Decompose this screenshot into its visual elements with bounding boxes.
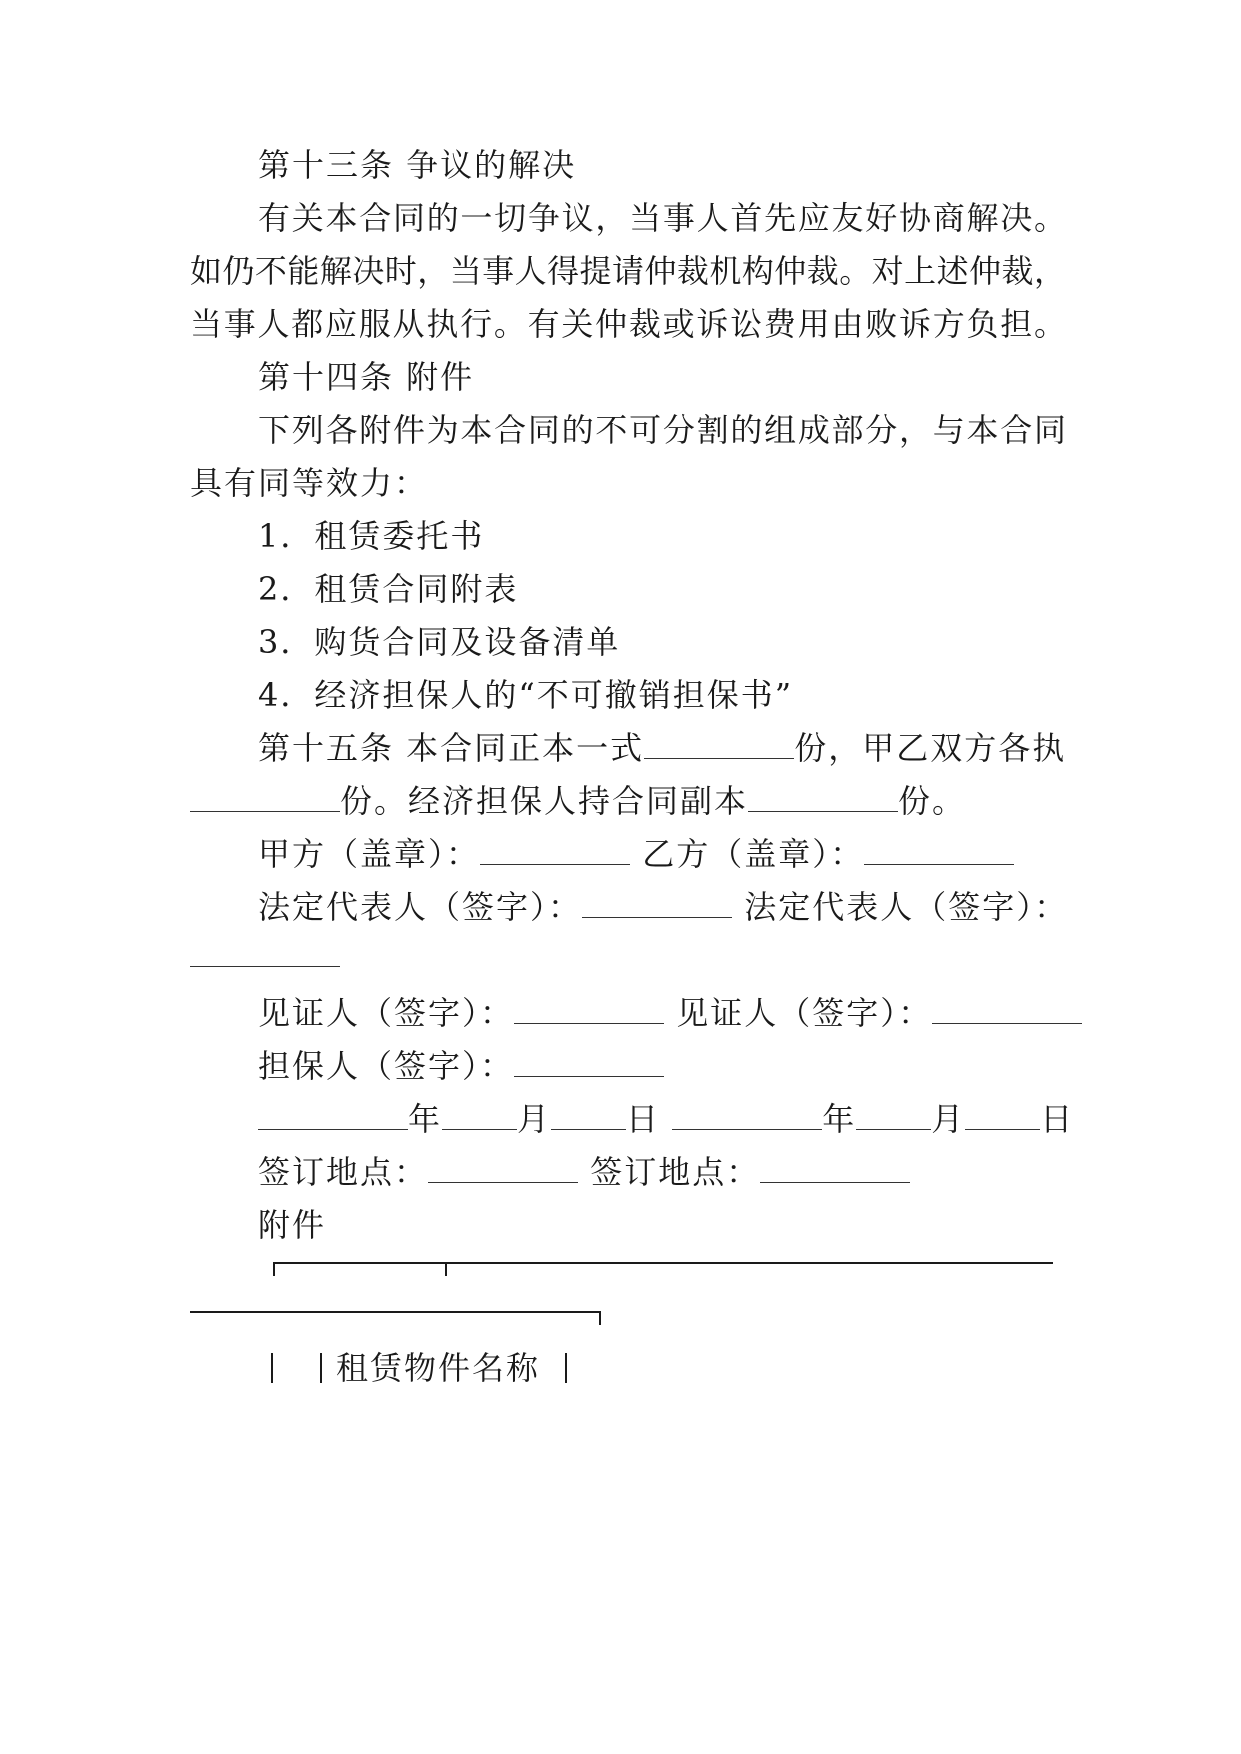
appendix-title: 附件 [258, 1206, 327, 1244]
table-header-cell: 租赁物件名称 [336, 1349, 541, 1387]
attachment-list-item: 4．经济担保人的“不可撤销担保书” [258, 676, 794, 714]
legal-rep-a-label: 法定代表人（签字）： [258, 888, 583, 926]
year-label: 年 [822, 1100, 857, 1138]
copies-blank[interactable] [644, 728, 794, 759]
date-line [258, 1097, 1074, 1141]
table-corner-right [599, 1311, 601, 1325]
article-14-paragraph-line: 下列各附件为本合同的不可分割的组成部分，与本合同 [258, 411, 1066, 449]
copies-each-blank[interactable] [190, 781, 340, 812]
table-column-divider [320, 1353, 322, 1383]
year-label: 年 [408, 1100, 443, 1138]
signing-place-a-blank[interactable] [428, 1152, 578, 1183]
article-13-paragraph-line: 如仍不能解决时，当事人得提请仲裁机构仲裁。对上述仲裁， [190, 252, 1066, 290]
witness-b-blank[interactable] [932, 993, 1082, 1024]
table-corner-left [273, 1262, 275, 1276]
month-blank[interactable] [856, 1099, 931, 1130]
legal-rep-b-label: 法定代表人（签字）： [744, 888, 1069, 926]
year-blank[interactable] [672, 1099, 822, 1130]
article-15-text: 份，甲乙双方各执 [794, 729, 1067, 767]
article-15-text: 份。 [898, 782, 967, 820]
signing-place-a-label: 签订地点： [258, 1153, 429, 1191]
day-blank[interactable] [551, 1099, 626, 1130]
witness-line [258, 991, 1082, 1035]
article-13-paragraph-line: 有关本合同的一切争议，当事人首先应友好协商解决。 [258, 199, 1066, 237]
legal-rep-a-blank[interactable] [582, 887, 732, 918]
article-13-heading: 第十三条 争议的解决 [258, 146, 577, 184]
article-14-heading: 第十四条 附件 [258, 358, 475, 396]
day-label: 日 [1040, 1100, 1075, 1138]
legal-rep-b-blank[interactable] [190, 936, 340, 967]
signing-place-line [258, 1150, 910, 1194]
witness-b-label: 见证人（签字）： [676, 994, 933, 1032]
year-blank[interactable] [258, 1099, 408, 1130]
table-column-divider [565, 1353, 567, 1383]
article-14-paragraph-line: 具有同等效力： [190, 464, 429, 502]
party-b-seal-blank[interactable] [864, 834, 1014, 865]
signing-place-b-blank[interactable] [760, 1152, 910, 1183]
attachment-list-item: 1．租赁委托书 [258, 517, 485, 555]
attachment-list-item: 2．租赁合同附表 [258, 570, 519, 608]
day-blank[interactable] [965, 1099, 1040, 1130]
party-a-seal-blank[interactable] [480, 834, 630, 865]
guarantor-label: 担保人（签字）： [258, 1047, 515, 1085]
guarantor-blank[interactable] [514, 1046, 664, 1077]
table-top-tee [445, 1262, 447, 1276]
copies-guarantor-blank[interactable] [748, 781, 898, 812]
article-15-line [190, 779, 966, 823]
month-blank[interactable] [442, 1099, 517, 1130]
party-a-seal-label: 甲方（盖章）： [258, 835, 481, 873]
table-left-border [271, 1353, 273, 1383]
party-b-seal-label: 乙方（盖章）： [642, 835, 865, 873]
table-top-border [273, 1262, 1053, 1264]
article-15-text: 第十五条 本合同正本一式 [258, 729, 645, 767]
article-13-paragraph-line: 当事人都应服从执行。有关仲裁或诉讼费用由败诉方负担。 [190, 305, 1066, 343]
month-label: 月 [931, 1100, 966, 1138]
day-label: 日 [626, 1100, 661, 1138]
guarantor-line [258, 1044, 664, 1088]
witness-a-blank[interactable] [514, 993, 664, 1024]
legal-rep-line [258, 885, 1068, 929]
table-top-border-wrapped [190, 1311, 600, 1313]
article-15-line [258, 726, 1066, 770]
month-label: 月 [517, 1100, 552, 1138]
legal-rep-line [190, 934, 340, 978]
attachment-list-item: 3．购货合同及设备清单 [258, 623, 621, 661]
witness-a-label: 见证人（签字）： [258, 994, 515, 1032]
signing-place-b-label: 签订地点： [590, 1153, 761, 1191]
party-seal-line [258, 832, 1014, 876]
article-15-text: 份。经济担保人持合同副本 [340, 782, 749, 820]
